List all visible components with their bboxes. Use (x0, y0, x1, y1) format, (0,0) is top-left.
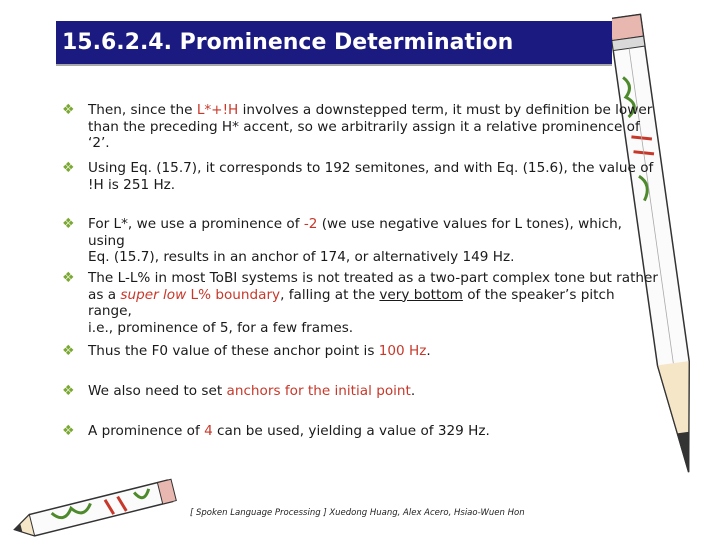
diamond-bullet-icon: ❖ (62, 423, 75, 439)
diamond-bullet-icon: ❖ (62, 343, 75, 359)
slide-title: 15.6.2.4. Prominence Determination (62, 30, 514, 55)
bullet-text: For L*, we use a prominence of -2 (we use negative values for L tones), which, using Eq. (15.7), results in an anchor of 174, or alternatively 149 Hz. (88, 216, 623, 266)
diamond-bullet-icon: ❖ (62, 160, 75, 176)
diamond-bullet-icon: ❖ (62, 383, 75, 399)
bullet-text: The L-L% in most ToBI systems is not treated as a two-part complex tone but rather as a super low L% boundary, falling at the very bottom of the speaker’s pitch range, i.e., prominence of 5, for a few frames. (88, 270, 658, 336)
diamond-bullet-icon: ❖ (62, 102, 75, 118)
diamond-bullet-icon: ❖ (62, 216, 75, 232)
pencil-icon (2, 478, 192, 540)
footer-citation: [ Spoken Language Processing ] Xuedong Huang, Alex Acero, Hsiao-Wuen Hon (190, 508, 525, 518)
bullet-text: Using Eq. (15.7), it corresponds to 192 semitones, and with Eq. (15.6), the value of !H is 251 Hz. (88, 160, 654, 193)
diamond-bullet-icon: ❖ (62, 270, 75, 286)
bullet-text: We also need to set anchors for the initial point. (88, 383, 416, 399)
bullet-text: Thus the F0 value of these anchor point is 100 Hz. (88, 343, 431, 359)
bullet-text: Then, since the L*+!H involves a downstepped term, it must by definition be lower than the preceding H* accent, so we arbitrarily assign it a relative prominence of ‘2’. (88, 102, 653, 152)
bullet-text: A prominence of 4 can be used, yielding a value of 329 Hz. (88, 423, 490, 439)
